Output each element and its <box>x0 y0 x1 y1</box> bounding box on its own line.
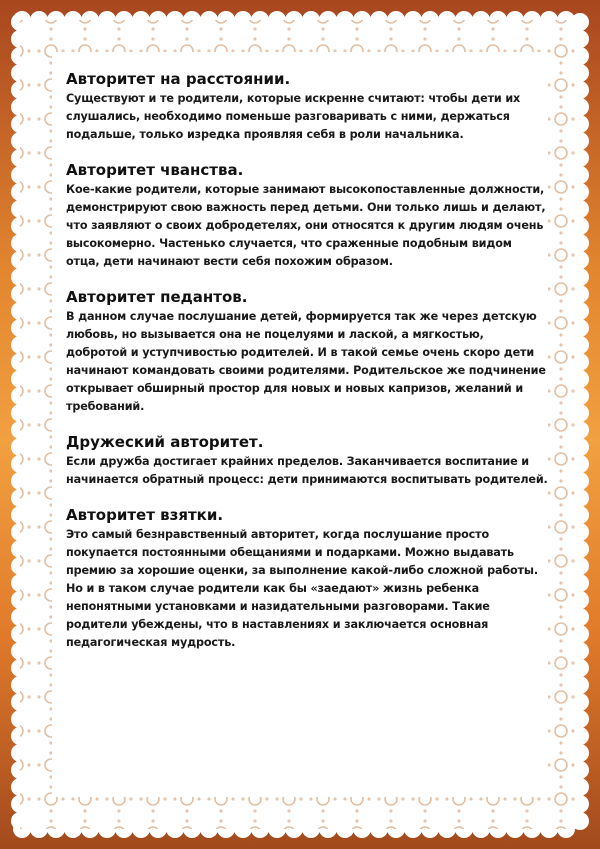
section-title: Дружеский авторитет. <box>66 433 264 451</box>
section-text: Это самый безнравственный авторитет, когда послушание просто покупается постоянными обещаниями и подарками. Можно выдавать премию за хорошие оценки, за выполнение какой-либо сложной работы. Но и в таком случае родители как бы «заедают» жизнь ребенка непонятными установками и назидательными разговорами. Такие родители убеждены, что в наставлениях и заключается основная педагогическая мудрость. <box>66 528 538 649</box>
section-text: Кое-какие родители, которые занимают высокопоставленные должности, демонстрируют свою важность перед детьми. Они только лишь и делают, что заявляют о своих добродетелях, они относятся к другим людям очень высокомерно. Частенько случается, что сраженные подобным видом отца, дети начинают вести себя похожим образом. <box>66 183 546 268</box>
section-authority-pedants <box>66 288 548 416</box>
section-text: Существуют и те родители, которые искренне считают: чтобы дети их слушались, необходимо поменьше разговаривать с ними, держаться подальше, только изредка проявляя себя в роли начальника. <box>66 92 521 141</box>
section-authority-distance <box>66 70 548 144</box>
section-friendly-authority <box>66 433 548 489</box>
section-text: Если дружба достигает крайних пределов. Заканчивается воспитание и начинается обратный процесс: дети принимаются воспитывать родителей. <box>66 455 548 486</box>
section-authority-arrogance <box>66 161 548 271</box>
section-title: Авторитет чванства. <box>66 161 244 179</box>
section-authority-bribe <box>66 506 548 652</box>
section-title: Авторитет на расстоянии. <box>66 70 291 88</box>
main-text-panel <box>66 70 548 750</box>
section-text: В данном случае послушание детей, формируется так же через детскую любовь, но вызывается она не поцелуями и лаской, а мягкостью, добротой и уступчивостью родителей. И в такой семье очень скоро дети начинают командовать своими родителями. Родительское же подчинение открывает обширный простор для новых и новых капризов, желаний и требований. <box>66 310 546 413</box>
section-title: Авторитет взятки. <box>66 506 224 524</box>
section-title: Авторитет педантов. <box>66 288 248 306</box>
